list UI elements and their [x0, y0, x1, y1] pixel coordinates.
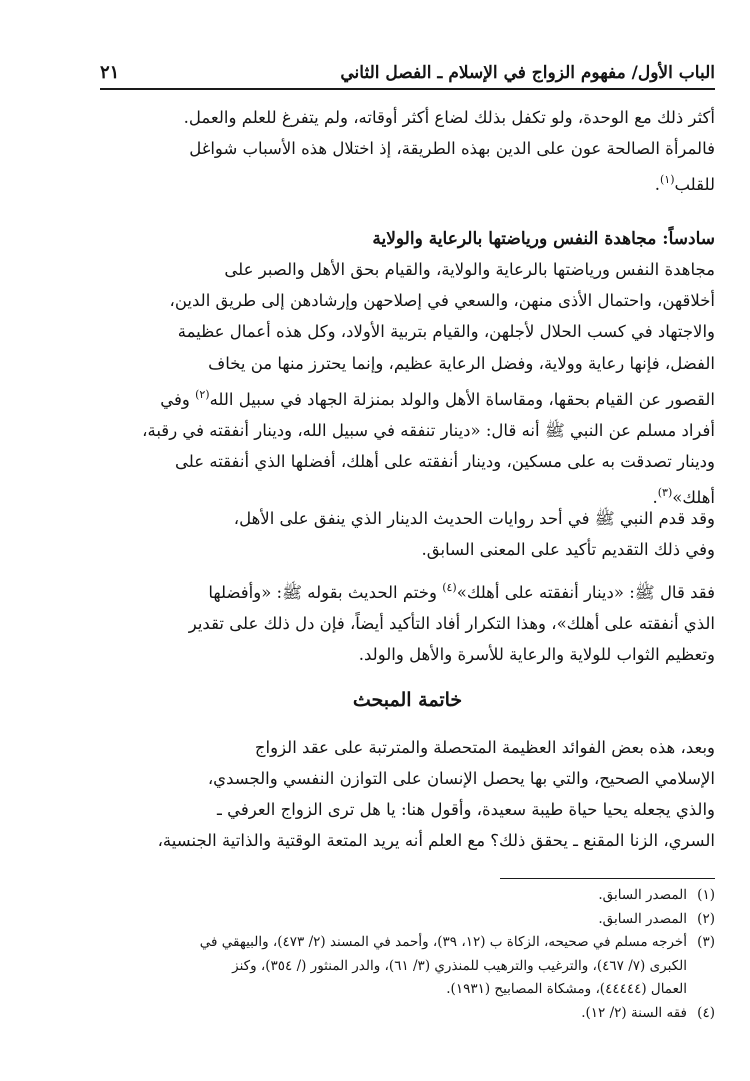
paragraph-conclusion: [100, 732, 715, 856]
text-line: وبعد، هذه بعض الفوائد العظيمة المتحصلة والمترتبة على عقد الزواج: [254, 738, 715, 757]
text-line: أفراد مسلم عن النبي ﷺ أنه قال: «دينار تنفقه في سبيل الله، ودينار أنفقته في رقبة،: [142, 421, 715, 441]
text-line: أكثر ذلك مع الوحدة، ولو تكفل بذلك لضاع أكثر أوقاته، ولم يتفرغ للعلم والعمل.: [183, 108, 715, 127]
paragraph-4: [100, 572, 715, 670]
page-number: ٢١: [100, 62, 120, 83]
text-line: الذي أنفقته على أهلك»، وهذا التكرار أفاد التأكيد أيضاً، فإن دل ذلك على تقدير: [188, 614, 715, 633]
paragraph-1: [100, 102, 715, 200]
footnote-text: [100, 931, 687, 1002]
footnote-line: الكبرى (٧/ ٤٦٧)، والترغيب والترهيب للمنذري (٣/ ٦١)، والدر المنثور (/ ٣٥٤)، وكنز: [232, 957, 687, 974]
running-header-title: الباب الأول/ مفهوم الزواج في الإسلام ـ الفصل الثاني: [340, 63, 715, 83]
footnote-text: [100, 908, 687, 932]
paragraph-2: [100, 254, 715, 514]
text-line: مجاهدة النفس ورياضتها بالرعاية والولاية، والقيام بحق الأهل والصبر على: [224, 260, 715, 279]
text-segment: وختم الحديث بقوله ﷺ: «وأفضلها: [208, 583, 443, 602]
text-segment: فقد قال ﷺ: «دينار أنفقته على أهلك»: [456, 583, 715, 602]
footnote-ref-3[interactable]: (٣): [657, 486, 673, 500]
footnote-text: [100, 1002, 687, 1026]
footnote-item: [100, 884, 715, 908]
section-heading-6: سادساً: مجاهدة النفس ورياضتها بالرعاية والولاية: [372, 229, 715, 249]
text-line: السري، الزنا المقنع ـ يحقق ذلك؟ مع العلم أنه يريد المتعة الوقتية والذاتية الجنسية،: [157, 831, 715, 850]
footnote-text: [100, 884, 687, 908]
text-line-with-footnote: [100, 379, 715, 415]
footnote-line: أخرجه مسلم في صحيحه، الزكاة ب (١٢، ٣٩)، وأحمد في المسند (٢/ ٤٧٣)، والبيهقي في: [199, 934, 687, 950]
footnote-item: [100, 1002, 715, 1026]
footnote-item: [100, 908, 715, 932]
footnote-number: (٤): [697, 1004, 715, 1021]
footnote-line: فقه السنة (٢/ ١٢).: [581, 1004, 687, 1021]
text-line: الفضل، فإنها رعاية وولاية، وفضل الرعاية عظيم، وإنما يحترز منها من يخاف: [208, 353, 715, 373]
footnote-line: المصدر السابق.: [598, 887, 687, 903]
footnotes: [100, 884, 715, 1025]
text-segment: وفي: [160, 389, 196, 409]
footnote-line: العمال (٤٤٤٤٤)، ومشكاة المصابيح (١٩٣١).: [446, 981, 687, 997]
text-segment: القصور عن القيام بحقها، ومقاساة الأهل والولد بمنزلة الجهاد في سبيل الله: [209, 389, 715, 409]
section-title-conclusion: خاتمة المبحث: [352, 689, 463, 711]
text-segment: أهلك»: [672, 488, 715, 508]
text-line: أخلاقهن، واحتمال الأذى منهن، والسعي في إصلاحهن وإرشادهن إلى طريق الدين،: [169, 291, 715, 311]
running-header: [100, 58, 715, 90]
text-line: فالمرأة الصالحة عون على الدين بهذه الطريقة، إذ اختلال هذه الأسباب شواغل: [189, 139, 715, 158]
text-line: وفي ذلك التقديم تأكيد على المعنى السابق.: [421, 540, 715, 559]
footnote-line: المصدر السابق.: [598, 910, 687, 927]
paragraph-3: [100, 503, 715, 565]
text-segment: .: [654, 175, 660, 194]
text-line: وقد قدم النبي ﷺ في أحد روايات الحديث الدينار الذي ينفق على الأهل،: [233, 509, 715, 528]
text-segment: .: [652, 488, 658, 508]
text-line-with-footnote: [100, 572, 715, 608]
text-line: والاجتهاد في كسب الحلال لأجلهن، والقيام بتربية الأولاد، وكل هذه أعمال عظيمة: [177, 322, 715, 342]
footnote-ref-2[interactable]: (٢): [195, 387, 210, 401]
text-segment: للقلب: [674, 175, 715, 194]
text-line: الإسلامي الصحيح، والتي بها يحصل الإنسان على التوازن النفسي والجسدي،: [207, 769, 715, 788]
footnote-ref-1[interactable]: (١): [659, 173, 675, 186]
footnote-number: (١): [697, 887, 715, 903]
footnote-ref-4[interactable]: (٤): [442, 581, 457, 594]
text-line: وتعظيم الثواب للولاية والرعاية للأسرة والأهل والولد.: [358, 645, 715, 664]
footnote-number: (٣): [697, 934, 715, 950]
text-line: والذي يجعله يحيا حياة طيبة سعيدة، وأقول هنا: يا هل ترى الزواج العرفي ـ: [217, 800, 715, 819]
footnote-divider: [500, 878, 715, 879]
footnote-item: [100, 931, 715, 1002]
text-line: ودينار تصدقت به على مسكين، ودينار أنفقته على أهلك، أفضلها الذي أنفقته على: [175, 452, 715, 472]
text-line-with-footnote: [100, 164, 715, 200]
footnote-number: (٢): [697, 910, 715, 927]
